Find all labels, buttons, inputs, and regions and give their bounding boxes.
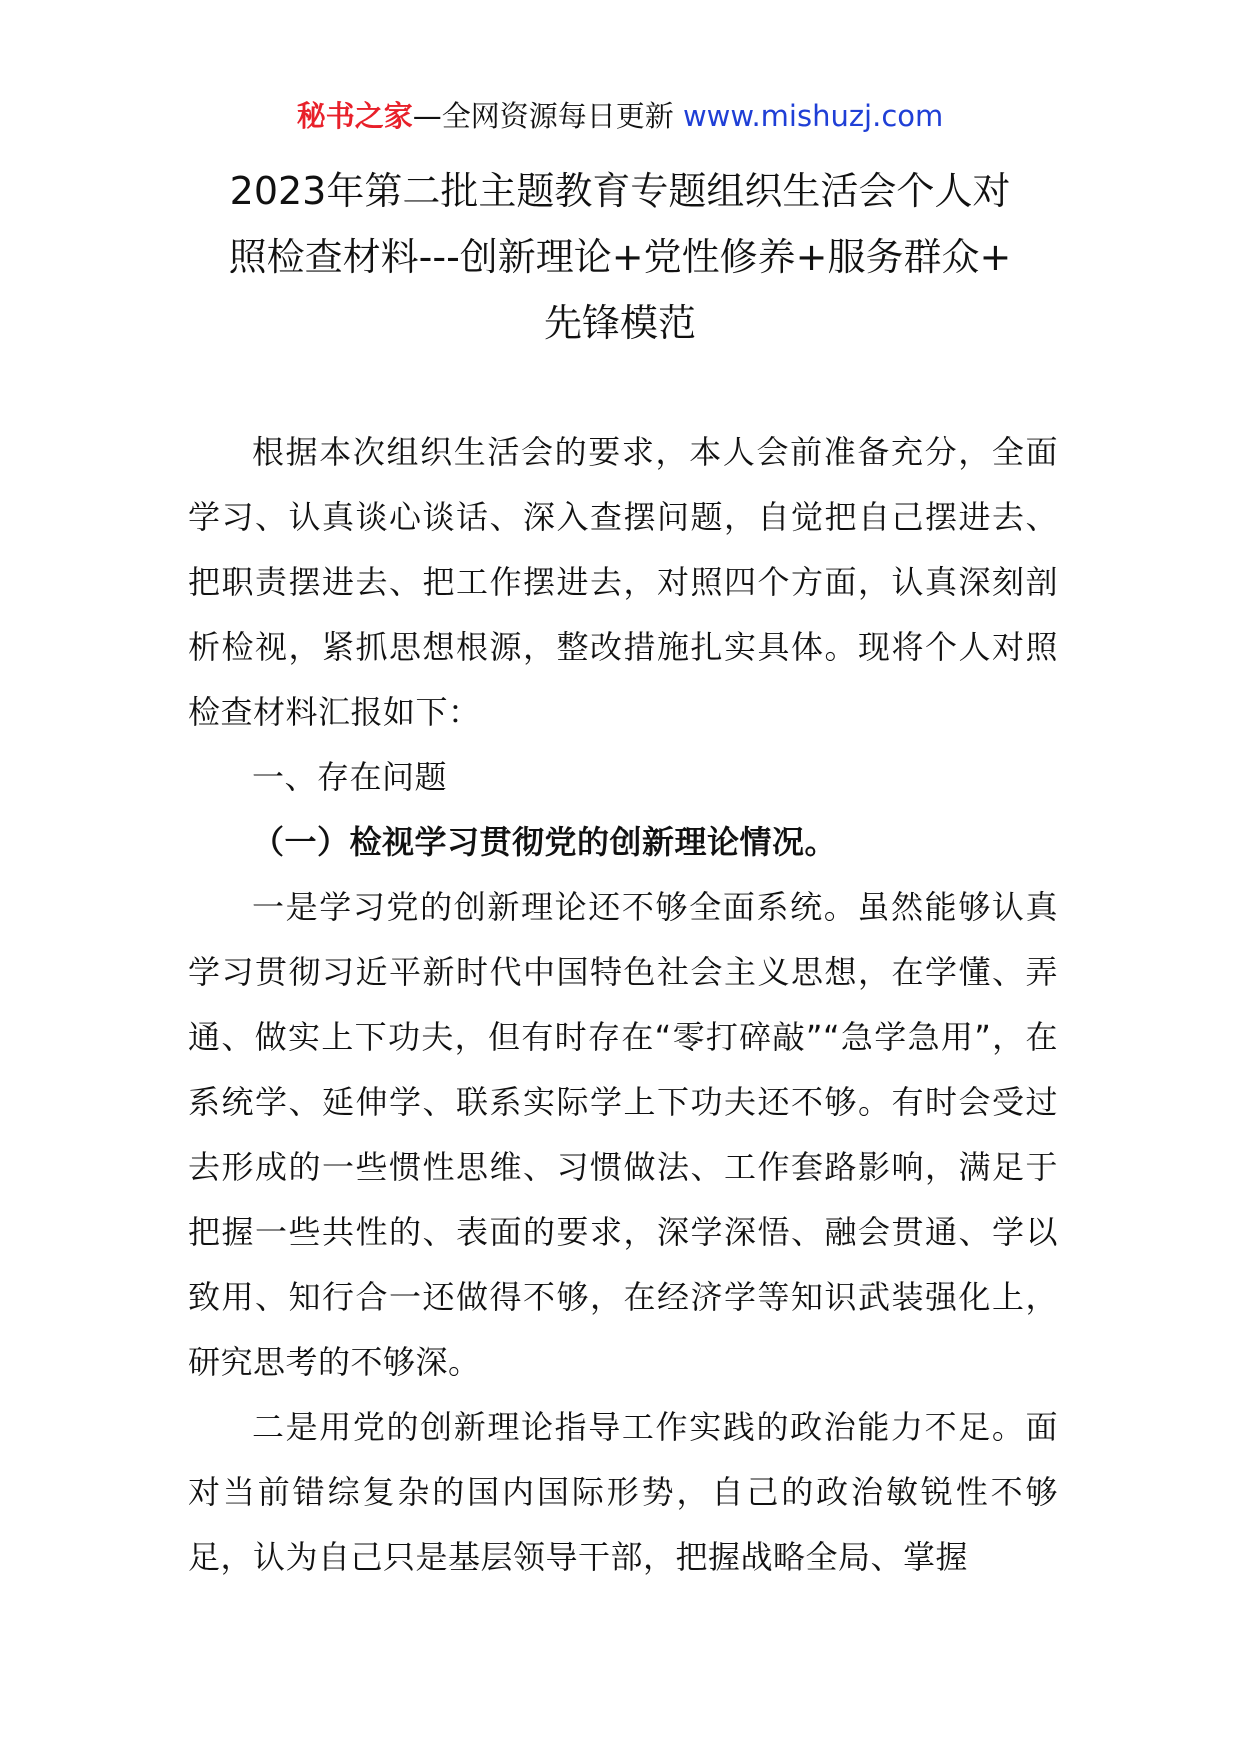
section-heading: 一、存在问题	[252, 758, 448, 796]
site-url-link[interactable]: www.mishuzj.com	[682, 99, 944, 133]
title-line-1: 2023年第二批主题教育专题组织生活会个人对	[229, 169, 1011, 213]
title-line-3: 先锋模范	[543, 301, 696, 345]
document-body	[188, 420, 1058, 1590]
brand-name: 秘书之家	[296, 99, 413, 133]
paragraph-1: 一是学习党的创新理论还不够全面系统。虽然能够认真学习贯彻习近平新时代中国特色社会主义思想，在学懂、弄通、做实上下功夫，但有时存在“零打碎敲”“急学急用”，在系统学、延伸学、联系实际学上下功夫还不够。有时会受过去形成的一些惯性思维、习惯做法、工作套路影响，满足于把握一些共性的、表面的要求，深学深悟、融会贯通、学以致用、知行合一还做得不够，在经济学等知识武装强化上，研究思考的不够深。	[188, 888, 1058, 1381]
header-dash: —	[412, 99, 442, 133]
subsection-heading: （一）检视学习贯彻党的创新理论情况。	[252, 823, 838, 861]
intro-paragraph: 根据本次组织生活会的要求，本人会前准备充分，全面学习、认真谈心谈话、深入查摆问题，自觉把自己摆进去、把职责摆进去、把工作摆进去，对照四个方面，认真深刻剖析检视，紧抓思想根源，整改措施扎实具体。现将个人对照检查材料汇报如下：	[188, 433, 1058, 731]
site-header	[0, 96, 1240, 136]
title-line-2: 照检查材料---创新理论+党性修养+服务群众+	[228, 235, 1012, 279]
paragraph-2: 二是用党的创新理论指导工作实践的政治能力不足。面对当前错综复杂的国内国际形势，自己的政治敏锐性不够足，认为自己只是基层领导干部，把握战略全局、掌握	[188, 1408, 1058, 1576]
header-slogan: 全网资源每日更新	[441, 99, 683, 133]
document-title	[180, 158, 1060, 356]
